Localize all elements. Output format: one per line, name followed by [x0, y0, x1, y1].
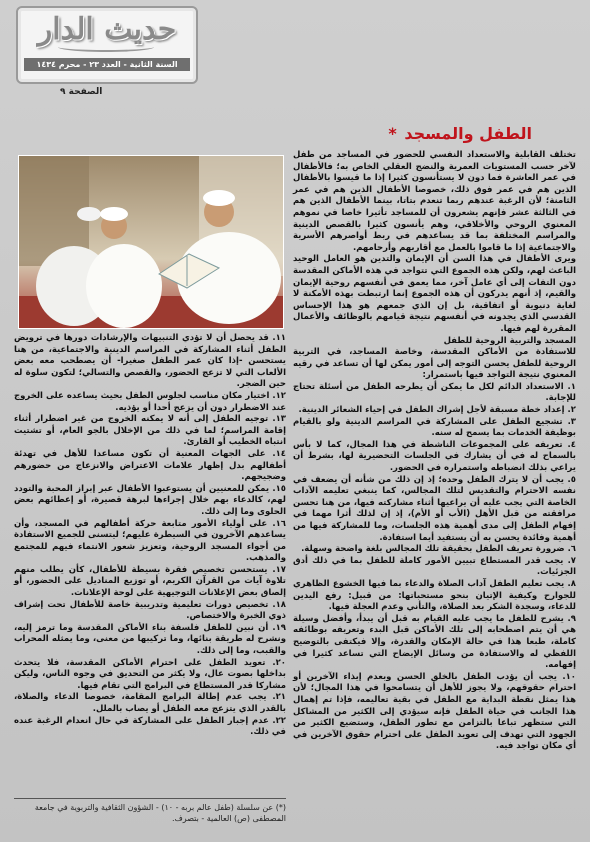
list-item: ٧. يجب قدر المستطاع تبيين الأمور كاملة للطفل بما في ذلك أدق الجزئيات.: [293, 555, 576, 578]
paragraph: تختلف القابلية والاستعداد النفسي للحضور في المساجد من طفل لآخر حسب المستويات العمرية والنضج العقلي الخاص به؛ فالأطفال في عمر العاشرة فما دون لا يستأنسون كثيرا إذا ما قيسوا بالأطفال الذين هم في عمر فوق ذلك، خصوصا الأطفال الذين هم في عمر الثامنة؛ لأن الرغبة عندهم ربما تنعدم بتاتا، بينما الأطفال الذين هم في الثالثة عشر فإنهم يشعرون أن للمساجد تأثيرا خاصا في نموهم المعنوي الروحي والأخلاقي، وهم يأنسون كثيرا بالقصص الدينية والمراسم المختلفة بما قد يساعدهم في ربط أواصرهم الأسرية والاجتماعية إذا ما قاموا بالعمل مع أقاربهم وأرحامهم.: [293, 150, 576, 253]
list-item: ٢٠. تعويد الطفل على احترام الأماكن المقدسة، فلا يتحدث بداخلها بصوت عال، ولا يكثر من التحديق في وجوه الناس، وليكن مشاركا قدر المستطاع في البرامج التي تقام فيها.: [14, 657, 286, 691]
list-item: ٢٢. عدم إجبار الطفل على المشاركة في حال انعدام الرغبة عنده في ذلك.: [14, 715, 286, 738]
title-text: الطفل والمسجد: [404, 124, 532, 143]
list-item: ١. الاستعداد الدائم لكل ما يمكن أن يطرحه الطفل من أسئلة تحتاج للإجابة.: [293, 381, 576, 404]
footnote-divider: [14, 798, 286, 799]
page-number: الصفحة ٩: [60, 87, 103, 97]
photo-illustration: [19, 156, 283, 328]
footnote: (*) عن سلسلة (طفل عالم بربه - ١٠) - الشؤون الثقافية والتربوية في جامعة المصطفى (ص) العالمية - بتصرف.: [34, 803, 286, 823]
list-item: ٢١. يجب عدم إطالة البرامج المقامة، خصوصا الدعاء والصلاة، بالقدر الذي يتزعج معه الطفل أو يصاب بالملل.: [14, 692, 286, 714]
list-item: ٤. تعريفه على المجموعات الناشطة في هذا المجال، كما لا بأس بالسماح له في أن يشارك في الجلسات التحضيرية لها، بشرط أن يراعي بذلك انضباطه واستمراره في الحضور.: [293, 439, 576, 474]
list-item: ١٩. أن نبين للطفل فلسفة بناء الأماكن المقدسة وما ترمز إليه، ونشرح له طريقة بنائها، وما تركيبها من معنى، وما يمثله المحراب والقبب، وما إلى ذلك.: [14, 622, 286, 657]
list-item: ٢. إعداد خطة مسبقة لأجل إشراك الطفل في إحياء الشعائر الدينية.: [298, 405, 576, 416]
magazine-logo: حديث الدار: [37, 12, 177, 47]
list-item: ٣. تشجيع الطفل على المشاركة في المراسم الدينية ولو بالقيام بوظيفة الخدمات بما يسمح له سنه.: [293, 416, 576, 439]
masthead: [16, 6, 198, 84]
paragraph: للاستفادة من الأماكن المقدسة، وخاصة المساجد، في التربية الروحية للطفل يحسن التوجه إلى أمور يمكن لها أن تساعد في رقيه المعنوي نتيجة التواجد فيها باستمرار:: [293, 347, 576, 381]
list-item: ١٦. على أولياء الأمور متابعة حركة أطفالهم في المسجد، وأن يساعدهم الآخرون في السيطرة عليهم؛ ليتسنى للجميع الاستفادة من أجواء المسجد الروحية، وتعزيز شعور الانتماء فيهم للمجتمع والمذهب.: [14, 518, 286, 564]
issue-info: السنة الثانية - العدد ٢٣ - محرم ١٤٣٤: [24, 58, 190, 71]
left-column: [14, 333, 286, 739]
list-item: ١٧. يستحسن تخصيص فقرة بسيطة للأطفال، كأن يطلب منهم تلاوة آيات من القرآن الكريم، أو توزيع المناديل على الحضور، أو إلصاق بعض الإعلانات التوجيهية على لوحة الإعلانات.: [14, 564, 286, 599]
children-reading-photo: [18, 155, 284, 329]
list-item: ٥. يجب أن لا يترك الطفل وحده؛ إذ إن ذلك من شأنه أن يضعف في نفسه الاحترام والتقديس لتلك المجالس، كما ينبغي تعليمه الآداب الخاصة التي يجب عليه أن يراعيها أثناء مشاركته فيها، من هنا تحسن مرافقته من قبل الأهل (الأب أو الأم)، إذ إن لذلك أثرا مهما في إفهام الطفل إلى مدى أهمية هذه الجلسات، وما للمشاركة فيها من أهمية وفائدة يحسن به أن يستفيد أيما استفادة.: [293, 474, 576, 543]
right-column: [293, 150, 576, 753]
list-item: ٨. يجب تعليم الطفل آداب الصلاة والدعاء بما فيها الخشوع الظاهري للجوارح وكيفية الإتيان بنحو مستحباتها: من قبيل: رفع اليدين للدعاء، وسجدة الشكر بعد الصلاة، والتأني وعدم العجلة فيها.: [293, 578, 576, 613]
logo-ornament-icon: [58, 42, 154, 52]
list-item: ١٥. يمكن للمعنيين أن يستوعبوا الأطفال عبر إبراز المحبة والتودد لهم، كالدعاء بهم خلال إجراءها لبرهة قصيرة، أو إعطائهم بعض الحلوى وما إلى ذلك.: [14, 483, 286, 517]
list-item: ٩. يشرح للطفل ما يجب عليه القيام به قبل أن يبدأ، وأفضل وسيلة هي أن يتم اصطحابه إلى تلك الأماكن قبل البدء وتعريفه بوظائفه كاملة، طبعا هذا في حالة الإمكان والقدرة، وإلا فيكتفى بالتوضيح اللفظي له والاستفادة من وسائل الإيضاح التي تساعد كثيرا في إفهامه.: [293, 613, 576, 671]
list-item: ١٣. توجيه الطفل إلى أنه لا يمكنه الخروج من غير اضطرار أثناء إقامة المراسم؛ لما في ذلك من الإخلال بالجو العام، أو تشتيت انتباه الخطيب أو القارئ.: [14, 414, 286, 448]
list-item: ١٠. يجب أن يؤدب الطفل بالخلق الحسن وبعدم إيذاء الآخرين أو احترام حقوقهم، ولا يجوز للأهل أن يتسامحوا في هذا المجال؛ لأن هذا يمثل نقطة البداية مع الطفل في بقية تعاليمه، فإذا تم إهمال هذا الجانب في حياة الطفل فإنه سيؤدي إلى الكثير من المشاكل التي ستظهر تباعا بالتزامن مع تطور الطفل، وستضيع الكثير من الجهود التي تهدف إلى تعويد الطفل على احترام حقوق الآخرين في أي مكان تواجد فيه.: [293, 671, 576, 752]
section-heading: المسجد والتربية الروحية للطفل: [443, 335, 576, 346]
list-item: ١٢. اختيار مكان مناسب لجلوس الطفل بحيث يساعده على الخروج عند الاضطرار دون أن يزعج أحدا أو يؤذيه.: [14, 390, 286, 413]
article-title: [388, 124, 532, 143]
list-item: ١١. قد يحصل أن لا تؤدي التنبيهات والإرشادات دورها في ترويض الطفل أثناء المشاركة في المراسم الدينية والاجتماعية، من هنا يستحسن -إذا كان عمر الطفل صغيرا- أن يصطحب معه بعض الألعاب التي لا تزعج الحضور، والقصص والتسالي؛ لتكون سلوة له حين الضجر.: [14, 333, 286, 390]
footnote-marker: *: [388, 124, 397, 143]
list-item: ١٤. على الجهات المعنية أن تكون مساعدا للأهل في تهدئة أطفالهم بدل إظهار علامات الاعتراض والانزعاج من حضورهم وضجيجهم.: [14, 448, 286, 483]
list-item: ١٨. تخصيص دورات تعليمية وتدريبية خاصة للأطفال تحت إشراف ذوي الخبرة والاختصاص.: [14, 599, 286, 622]
list-item: ٦. ضرورة تعريف الطفل بحقيقة تلك المجالس بلغة واضحة وسهلة.: [301, 544, 576, 555]
paragraph: ويرى الأطفال في هذا السن أن الإيمان والتدين هو العامل الوحيد الباعث لهم، ولكن هذه الجموع التي تتواجد في هذه الأماكن المقدسة دون التفات إلى أي عامل آخر، مما يعمق في أنفسهم روحية الإيمان والقيم، إذ أنهم يدركون أن هذه الجموع إنما ارتبطت بهذه الأمكنة لا لغاية دنيوية أو اتفاقية، بل إن الذي جمعهم هو هذا الإحساس القدسي الذي يجدونه في أنفسهم نتيجة قيامهم بالوظائف والأعمال المقررة لهم فيها.: [293, 254, 576, 334]
